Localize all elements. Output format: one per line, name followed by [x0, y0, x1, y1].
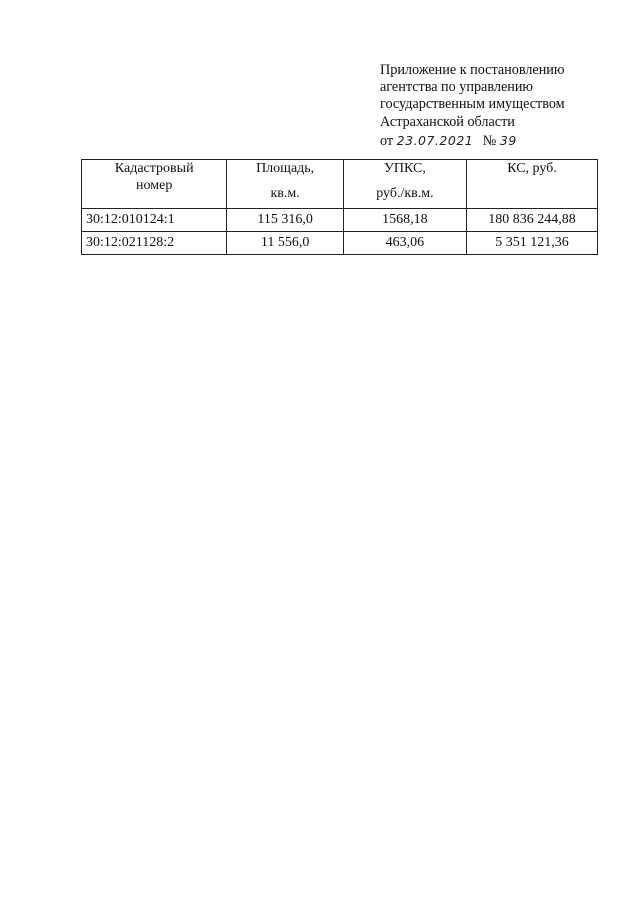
upks-cell: 463,06	[343, 232, 466, 255]
annex-reference	[380, 132, 620, 150]
annex-agency-line: государственным имуществом	[380, 96, 565, 113]
cadastral-number-cell: 30:12:010124:1	[82, 209, 227, 232]
table-row	[82, 209, 598, 232]
annex-title-line: Приложение к постановлению	[380, 62, 565, 78]
header-ks: КС, руб.	[467, 160, 598, 209]
header-text: руб./кв.м.	[376, 186, 434, 201]
table-row	[82, 232, 598, 255]
area-cell: 11 556,0	[227, 232, 343, 255]
handwritten-number: 39	[499, 132, 517, 148]
handwritten-date: 23.07.2021	[396, 132, 474, 148]
annex-agency-line: агентства по управлению	[380, 79, 534, 96]
annex-region-line: Астраханской области	[380, 113, 515, 130]
annex-header	[380, 62, 620, 150]
ks-cell: 5 351 121,36	[467, 232, 598, 255]
number-sign: №	[482, 132, 497, 149]
ks-cell: 180 836 244,88	[467, 209, 598, 232]
header-text: УПКС,	[383, 161, 426, 176]
cadastral-number-cell: 30:12:021128:2	[82, 232, 227, 255]
cadastral-value-table	[81, 159, 598, 255]
table-header-row	[82, 160, 598, 209]
upks-cell: 1568,18	[343, 209, 466, 232]
header-text: Площадь,	[256, 161, 315, 176]
area-cell: 115 316,0	[227, 209, 343, 232]
header-upks	[343, 160, 466, 209]
header-text: номер	[136, 178, 173, 193]
header-text: кв.м.	[270, 186, 300, 201]
header-cadastral-number	[82, 160, 227, 209]
header-text: Кадастровый	[114, 161, 194, 176]
date-prefix: от	[380, 132, 394, 149]
header-area	[227, 160, 343, 209]
